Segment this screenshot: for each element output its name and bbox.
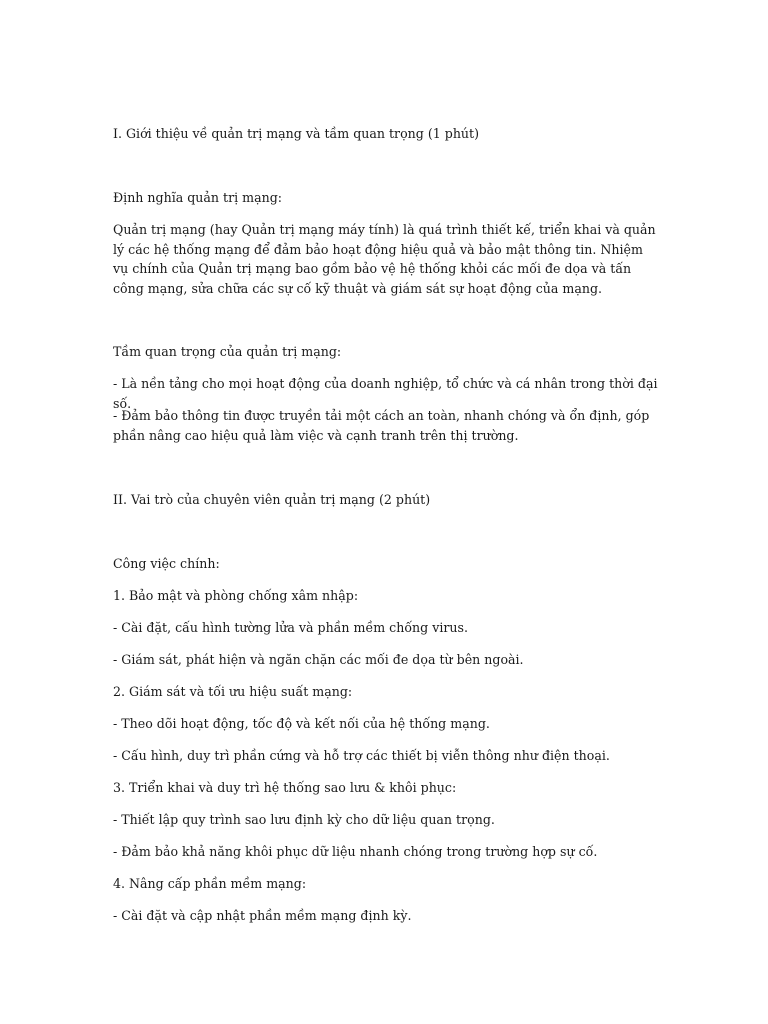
definition-title: Định nghĩa quản trị mạng: (113, 190, 283, 205)
task-title: 2. Giám sát và tối ưu hiệu suất mạng: (113, 684, 353, 699)
definition-paragraph: Quản trị mạng (hay Quản trị mạng máy tính) là quá trình thiết kế, triển khai và quản lý các hệ thống mạng để đảm bảo hoạt động hiệu quả và bảo mật thông tin. Nhiệm vụ chính của Quản trị mạng bao gồm bảo vệ hệ thống khỏi các mối đe dọa và tấn công mạng, sửa chữa các sự cố kỹ thuật và giám sát sự hoạt động của mạng. (113, 222, 656, 296)
task-item: - Theo dõi hoạt động, tốc độ và kết nối của hệ thống mạng. (113, 716, 490, 731)
task-title: 3. Triển khai và duy trì hệ thống sao lưu & khôi phục: (113, 780, 457, 795)
section-2-heading: II. Vai trò của chuyên viên quản trị mạng (2 phút) (113, 492, 431, 507)
task-item: - Giám sát, phát hiện và ngăn chặn các mối đe dọa từ bên ngoài. (113, 652, 524, 667)
task-item: - Cài đặt, cấu hình tường lửa và phần mềm chống virus. (113, 620, 468, 635)
main-tasks-title: Công việc chính: (113, 556, 220, 571)
task-item: - Cài đặt và cập nhật phần mềm mạng định kỳ. (113, 908, 412, 923)
task-item: - Thiết lập quy trình sao lưu định kỳ cho dữ liệu quan trọng. (113, 812, 495, 827)
task-title: 1. Bảo mật và phòng chống xâm nhập: (113, 588, 359, 603)
importance-item: - Đảm bảo thông tin được truyền tải một cách an toàn, nhanh chóng và ổn định, góp phần nâng cao hiệu quả làm việc và cạnh tranh trên thị trường. (113, 408, 650, 443)
section-1-heading: I. Giới thiệu về quản trị mạng và tầm quan trọng (1 phút) (113, 126, 480, 141)
task-title: 4. Nâng cấp phần mềm mạng: (113, 876, 307, 891)
task-item: - Cấu hình, duy trì phần cứng và hỗ trợ các thiết bị viễn thông như điện thoại. (113, 748, 610, 763)
importance-title: Tầm quan trọng của quản trị mạng: (113, 344, 342, 359)
importance-item: - Là nền tảng cho mọi hoạt động của doanh nghiệp, tổ chức và cá nhân trong thời đại số. (113, 376, 658, 411)
task-item: - Đảm bảo khả năng khôi phục dữ liệu nhanh chóng trong trường hợp sự cố. (113, 844, 598, 859)
